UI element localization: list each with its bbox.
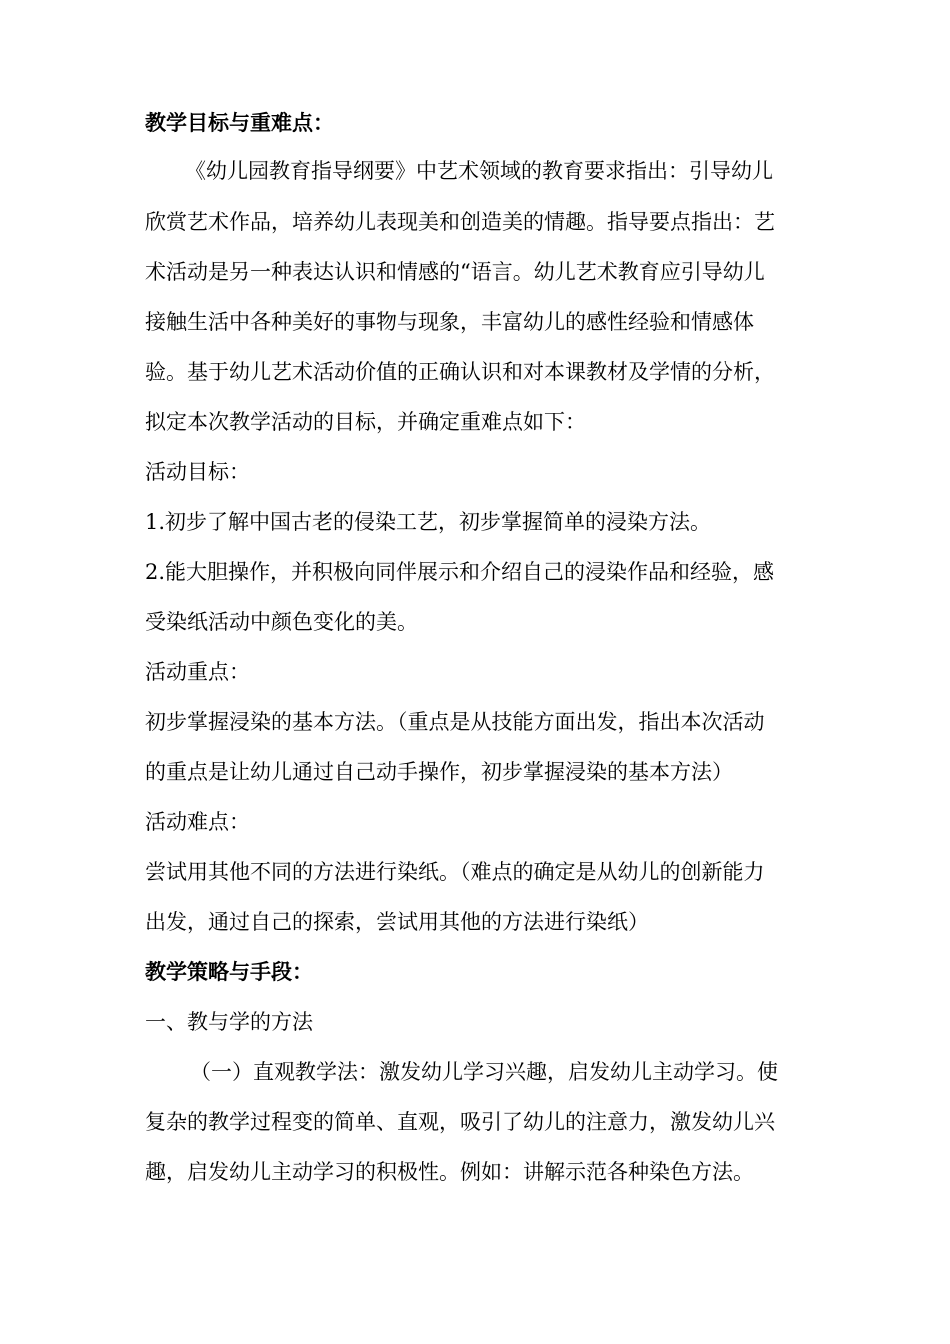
difficulties-line-1: 尝试用其他不同的方法进行染纸。（难点的确定是从幼儿的创新能力 <box>145 860 765 884</box>
goal-2-line-1: 2.能大胆操作，并积极向同伴展示和介绍自己的浸染作品和经验，感 <box>145 560 775 584</box>
goal-2-line-2: 受染纸活动中颜色变化的美。 <box>145 610 418 634</box>
intro-line-2: 欣赏艺术作品，培养幼儿表现美和创造美的情趣。指导要点指出：艺 <box>145 210 775 234</box>
key-points-line-2: 的重点是让幼儿通过自己动手操作，初步掌握浸染的基本方法） <box>145 760 733 784</box>
label-goals: 活动目标： <box>145 460 250 484</box>
intro-line-6: 拟定本次教学活动的目标，并确定重难点如下： <box>145 410 586 434</box>
intro-line-1: 《幼儿园教育指导纲要》中艺术领域的教育要求指出：引导幼儿 <box>185 159 773 183</box>
intro-line-5: 验。基于幼儿艺术活动价值的正确认识和对本课教材及学情的分析， <box>145 360 775 384</box>
intro-line-3: 术活动是另一种表达认识和情感的“语言。幼儿艺术教育应引导幼儿 <box>145 260 765 284</box>
label-difficulties: 活动难点： <box>145 810 250 834</box>
method-one-line-1: （一）直观教学法：激发幼儿学习兴趣，启发幼儿主动学习。使 <box>190 1060 778 1084</box>
key-points-line-1: 初步掌握浸染的基本方法。（重点是从技能方面出发，指出本次活动 <box>145 710 765 734</box>
heading-strategy: 教学策略与手段： <box>145 959 313 984</box>
heading-objectives: 教学目标与重难点： <box>145 110 334 135</box>
difficulties-line-2: 出发，通过自己的探索，尝试用其他的方法进行染纸） <box>145 910 649 934</box>
section-one-title: 一、教与学的方法 <box>145 1010 313 1034</box>
intro-line-4: 接触生活中各种美好的事物与现象，丰富幼儿的感性经验和情感体 <box>145 310 754 334</box>
label-key-points: 活动重点： <box>145 660 250 684</box>
method-one-line-3: 趣，启发幼儿主动学习的积极性。例如：讲解示范各种染色方法。 <box>145 1160 754 1184</box>
method-one-line-2: 复杂的教学过程变的简单、直观，吸引了幼儿的注意力，激发幼儿兴 <box>145 1110 775 1134</box>
goal-1: 1.初步了解中国古老的侵染工艺，初步掌握简单的浸染方法。 <box>145 510 712 534</box>
